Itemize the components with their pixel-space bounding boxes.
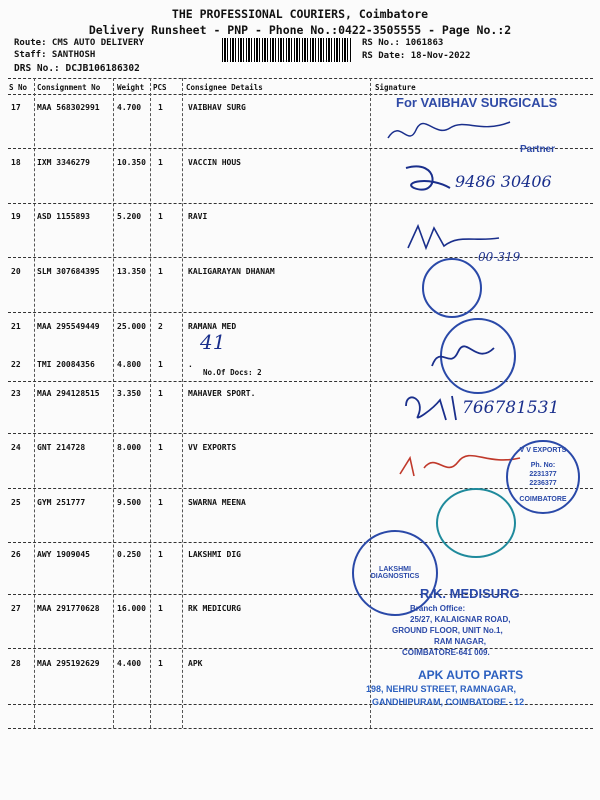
table-row bbox=[0, 212, 600, 226]
col-weight: Weight bbox=[117, 83, 145, 92]
vv-ph1: 2231377 bbox=[529, 471, 557, 478]
cell-weight: 0.250 bbox=[117, 550, 142, 559]
apk-address-1: 198, NEHRU STREET, RAMNAGAR, bbox=[366, 684, 517, 694]
drs-number: DRS No.: DCJB106186302 bbox=[14, 63, 140, 74]
num-20: 00-319 bbox=[478, 250, 521, 264]
num-21: 41 bbox=[200, 330, 226, 354]
lakshmi-text: LAKSHMI DIAGNOSTICS bbox=[370, 566, 420, 580]
cell-weight: 10.350 bbox=[117, 158, 146, 167]
company-title: THE PROFESSIONAL COURIERS, Coimbatore bbox=[171, 7, 429, 21]
vv-city: COIMBATORE bbox=[519, 496, 567, 503]
cell-pcs: 1 bbox=[158, 550, 163, 559]
runsheet-subtitle: Delivery Runsheet - PNP - Phone No.:0422-3505555 - Page No.:2 bbox=[88, 23, 512, 37]
cell-consignment: MAA 294128515 bbox=[37, 389, 100, 398]
table-row bbox=[0, 267, 600, 281]
vv-ph2: 2236377 bbox=[529, 480, 557, 487]
signature-22 bbox=[428, 340, 498, 374]
cell-sno: 26 bbox=[11, 550, 21, 559]
row-divider bbox=[8, 312, 593, 313]
col-divider bbox=[34, 78, 35, 728]
cell-consignment: IXM 3346279 bbox=[37, 158, 90, 167]
cell-consignee: KALIGARAYAN DHANAM bbox=[188, 267, 275, 276]
cell-consignee: . bbox=[188, 360, 193, 369]
header-divider bbox=[8, 78, 593, 79]
cell-consignment: MAA 568302991 bbox=[37, 103, 100, 112]
cell-sno: 22 bbox=[11, 360, 21, 369]
table-row bbox=[0, 550, 600, 564]
vv-ph: Ph. No: bbox=[530, 462, 556, 469]
cell-pcs: 1 bbox=[158, 360, 163, 369]
cell-consignee: RK MEDICURG bbox=[188, 604, 241, 613]
phone-18: 9486 30406 bbox=[455, 172, 552, 191]
col-divider bbox=[182, 78, 183, 728]
cell-consignee: RAMANA MED bbox=[188, 322, 237, 331]
cell-sno: 28 bbox=[11, 659, 21, 668]
cell-pcs: 1 bbox=[158, 267, 163, 276]
signature-17 bbox=[380, 108, 520, 158]
cell-weight: 13.350 bbox=[117, 267, 146, 276]
cell-pcs: 1 bbox=[158, 659, 163, 668]
table-row bbox=[0, 322, 600, 336]
cell-pcs: 1 bbox=[158, 498, 163, 507]
col-consignment: Consignment No bbox=[37, 83, 101, 92]
col-divider bbox=[370, 78, 371, 728]
col-consignee: Consignee Details bbox=[186, 83, 263, 92]
cell-sno: 17 bbox=[11, 103, 21, 112]
cell-weight: 4.400 bbox=[117, 659, 142, 668]
col-sno: S No bbox=[9, 83, 28, 92]
branch-1: Branch Office: bbox=[410, 604, 466, 613]
cell-pcs: 2 bbox=[158, 322, 163, 331]
table-row bbox=[0, 158, 600, 172]
cell-pcs: 1 bbox=[158, 443, 163, 452]
medisurg-title: R.K. MEDISURG bbox=[420, 586, 520, 601]
cell-consignment: MAA 291770628 bbox=[37, 604, 100, 613]
cell-consignee: RAVI bbox=[188, 212, 208, 221]
cell-pcs: 1 bbox=[158, 103, 163, 112]
row-divider bbox=[8, 648, 593, 649]
col-pcs: PCS bbox=[153, 83, 167, 92]
cell-consignment: TMI 20084356 bbox=[37, 360, 95, 369]
barcode bbox=[222, 38, 352, 62]
branch-3: GROUND FLOOR, UNIT No.1, bbox=[392, 626, 503, 635]
coimbatore-seal bbox=[422, 258, 482, 318]
cell-consignee: VV EXPORTS bbox=[188, 443, 237, 452]
cell-consignment: GYM 251777 bbox=[37, 498, 86, 507]
apk-title: APK AUTO PARTS bbox=[418, 668, 524, 682]
rs-date: RS Date: 18-Nov-2022 bbox=[362, 51, 471, 61]
cell-sno: 23 bbox=[11, 389, 21, 398]
num-23: 766781531 bbox=[462, 398, 560, 418]
cell-consignee: MAHAVER SPORT. bbox=[188, 389, 256, 398]
cell-weight: 3.350 bbox=[117, 389, 142, 398]
cell-consignment: MAA 295549449 bbox=[37, 322, 100, 331]
cell-sno: 27 bbox=[11, 604, 21, 613]
col-signature: Signature bbox=[375, 83, 416, 92]
cell-consignment: AWY 1909045 bbox=[37, 550, 90, 559]
cell-sno: 24 bbox=[11, 443, 21, 452]
row-divider bbox=[8, 433, 593, 434]
vaibhav-stamp-text: For VAIBHAV SURGICALS bbox=[396, 95, 558, 110]
cell-sno: 18 bbox=[11, 158, 21, 167]
cell-weight: 8.000 bbox=[117, 443, 142, 452]
cell-consignment: SLM 307684395 bbox=[37, 267, 100, 276]
signature-18 bbox=[400, 158, 460, 202]
cell-consignee: VAIBHAV SURG bbox=[188, 103, 246, 112]
cell-sno: 25 bbox=[11, 498, 21, 507]
vv-exports-seal bbox=[506, 440, 580, 514]
partner-label: Partner bbox=[520, 144, 556, 155]
cell-pcs: 1 bbox=[158, 158, 163, 167]
branch-5: COIMBATORE-641 009. bbox=[402, 648, 490, 657]
cell-weight: 9.500 bbox=[117, 498, 142, 507]
staff-label: Staff: SANTHOSH bbox=[14, 50, 96, 60]
row-divider bbox=[8, 488, 593, 489]
cell-consignment: ASD 1155893 bbox=[37, 212, 90, 221]
cell-pcs: 1 bbox=[158, 604, 163, 613]
apk-address-2: GANDHIPURAM, COIMBATORE - 12 bbox=[372, 697, 525, 707]
cell-weight: 5.200 bbox=[117, 212, 142, 221]
cell-weight: 4.800 bbox=[117, 360, 142, 369]
branch-4: RAM NAGAR, bbox=[434, 637, 486, 646]
cell-sno: 19 bbox=[11, 212, 21, 221]
cell-consignee: LAKSHMI DIG bbox=[188, 550, 241, 559]
cell-pcs: 1 bbox=[158, 389, 163, 398]
table-bottom-divider bbox=[8, 728, 593, 729]
branch-2: 25/27, KALAIGNAR ROAD, bbox=[410, 615, 511, 624]
cell-weight: 25.000 bbox=[117, 322, 146, 331]
cell-sno: 21 bbox=[11, 322, 21, 331]
cell-consignment: MAA 295192629 bbox=[37, 659, 100, 668]
col-divider bbox=[150, 78, 151, 728]
cell-consignee: SWARNA MEENA bbox=[188, 498, 246, 507]
cell-sno: 20 bbox=[11, 267, 21, 276]
cell-consignee: APK bbox=[188, 659, 203, 668]
cell-weight: 16.000 bbox=[117, 604, 146, 613]
signature-23 bbox=[400, 390, 470, 424]
docs-count: No.Of Docs: 2 bbox=[203, 368, 262, 377]
hotel-seal bbox=[436, 488, 516, 558]
cell-pcs: 1 bbox=[158, 212, 163, 221]
rs-number: RS No.: 1061863 bbox=[362, 38, 444, 48]
vv-title: V V EXPORTS bbox=[519, 447, 567, 454]
row-divider bbox=[8, 203, 593, 204]
route-label: Route: CMS AUTO DELIVERY bbox=[14, 38, 145, 48]
cell-weight: 4.700 bbox=[117, 103, 142, 112]
cell-consignment: GNT 214728 bbox=[37, 443, 86, 452]
cell-consignee: VACCIN HOUS bbox=[188, 158, 241, 167]
col-divider bbox=[113, 78, 114, 728]
